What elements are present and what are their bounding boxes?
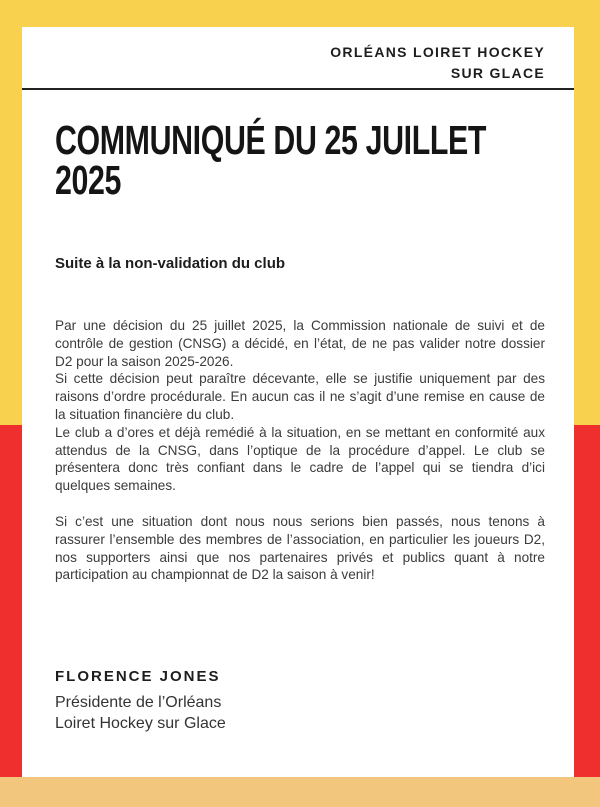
body-paragraph-2: Si cette décision peut paraître décevante, elle se justifie uniquement par des raisons d’ordre procédurale. En aucun cas il ne s’agit d’une remise en cause de la situation financière du club.: [55, 371, 545, 422]
frame-right-yellow-strip: [574, 0, 600, 425]
page-title: [55, 117, 545, 203]
body-paragraph-1: Par une décision du 25 juillet 2025, la Commission nationale de suivi et de contrôle de gestion (CNSG) a décidé, en l’état, de ne pas valider notre dossier D2 pour la saison 2025-2026.: [55, 318, 545, 369]
page-title-line2: 2025: [55, 157, 122, 203]
org-name: [55, 27, 545, 84]
signature-name: FLORENCE JONES: [55, 668, 221, 686]
org-name-line2: SUR GLACE: [450, 65, 545, 81]
page-title-line1: COMMUNIQUÉ DU 25 JUILLET: [55, 117, 487, 163]
header-divider-line: [22, 88, 574, 90]
signature-role-line1: Présidente de l’Orléans: [55, 694, 222, 712]
frame-bottom-sand-band: [0, 777, 600, 807]
body-paragraph-3: Le club a d’ores et déjà remédié à la situation, en se mettant en conformité aux attendus de la CNSG, dans l’optique de la procédure d’appel. Le club se présentera donc très confiant dans le cadre de l’appel qui se tiendra d’ici quelques semaines.: [55, 424, 545, 494]
frame-top-yellow-band: [0, 0, 600, 27]
signature-block: [55, 668, 545, 734]
org-name-line1: ORLÉANS LOIRET HOCKEY: [330, 44, 545, 60]
paper-sheet: [22, 27, 574, 777]
frame-left-red-strip: [0, 425, 22, 777]
body-text: [55, 317, 545, 584]
signature-role-line2: Loiret Hockey sur Glace: [55, 715, 226, 733]
frame-left-yellow-strip: [0, 0, 22, 425]
subtitle: Suite à la non-validation du club: [55, 255, 286, 272]
body-paragraph-4: Si c’est une situation dont nous nous serions bien passés, nous tenons à rassurer l’ensemble des membres de l’association, en particulier les joueurs D2, nos supporters ainsi que nos partenaires privés et publics quant à notre participation au championnat de D2 la saison à venir!: [55, 513, 545, 583]
frame-right-red-strip: [574, 425, 600, 777]
